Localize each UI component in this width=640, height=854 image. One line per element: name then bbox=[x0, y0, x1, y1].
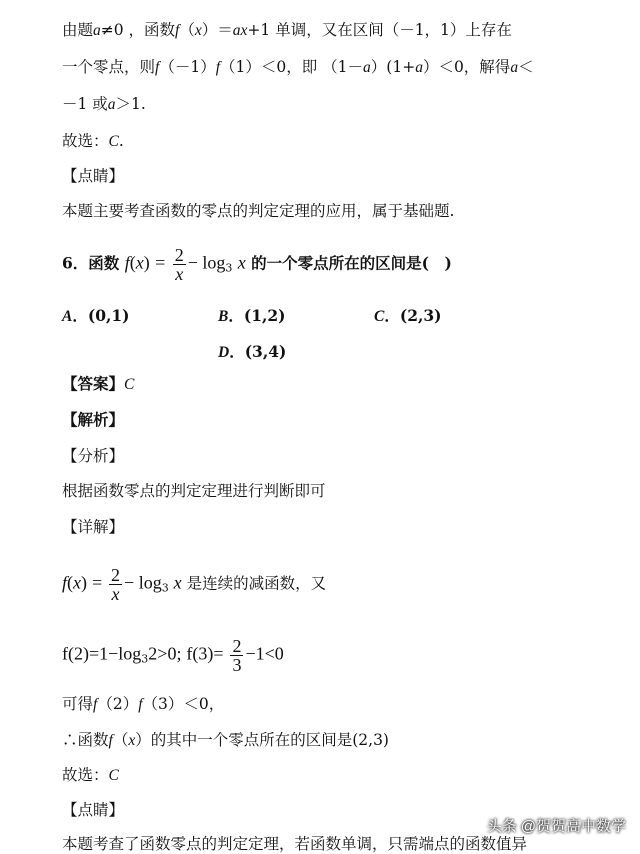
prev-choose: 故选：C. bbox=[62, 132, 124, 150]
option-d: D．(3,4) bbox=[218, 342, 287, 361]
detail-choose: 故选：C bbox=[62, 766, 119, 784]
prev-line-1: 由题a≠0 ，函数f（x）＝ax+1 单调，又在区间（－1，1）上存在 bbox=[62, 21, 512, 39]
option-a: A．(0,1) bbox=[62, 306, 130, 325]
detail-formula-2: $f(2)=1-\log_32>0$; f(3)= $\frac{2}{3}$ −1<0 bbox=[62, 636, 284, 675]
question-6: 6．函数 f(x) = $\frac{2}{x}$ − $\log_3 x$ 的一个零点所在的区间是( ) bbox=[62, 245, 452, 284]
fenxi-text: 根据函数零点的判定定理进行判断即可 bbox=[62, 482, 326, 500]
fenxi-head: 【分析】 bbox=[62, 447, 125, 465]
watermark: 头条 @贺贺高中数学 bbox=[486, 818, 626, 835]
detail-conclude-1: 可得f（2）f（3）＜0， bbox=[62, 695, 225, 713]
detail-fraction-1: $\frac{2}{x}$ bbox=[111, 565, 121, 604]
prev-point-text: 本题主要考查函数的零点的判定定理的应用，属于基础题. bbox=[62, 202, 455, 220]
detail-conclude-2: ∴函数f（x）的其中一个零点所在的区间是(2,3) bbox=[62, 731, 389, 749]
detail-fraction-2: $\frac{2}{3}$ bbox=[232, 636, 242, 675]
answer: 【答案】C bbox=[62, 374, 135, 393]
option-c: C．(2,3) bbox=[374, 306, 442, 325]
detail-point-head: 【点睛】 bbox=[62, 801, 125, 819]
detail-head: 【详解】 bbox=[62, 518, 125, 536]
detail-point-text: 本题考查了函数零点的判定定理，若函数单调，只需端点的函数值异 bbox=[62, 835, 528, 853]
question-fraction: $\frac{2}{x}$ bbox=[174, 245, 184, 284]
detail-formula-1: f(x) = $\frac{2}{x}$ − $\log_3 x$ 是连续的减函数，又 bbox=[62, 565, 327, 604]
prev-point-head: 【点睛】 bbox=[62, 167, 125, 185]
option-b: B．(1,2) bbox=[218, 306, 286, 325]
prev-line-3: －1 或a＞1. bbox=[62, 95, 146, 113]
analysis-head: 【解析】 bbox=[62, 410, 125, 429]
prev-line-2: 一个零点，则f（－1）f（1）＜0，即 （1－a）(1+a）＜0，解得a＜ bbox=[62, 58, 534, 76]
